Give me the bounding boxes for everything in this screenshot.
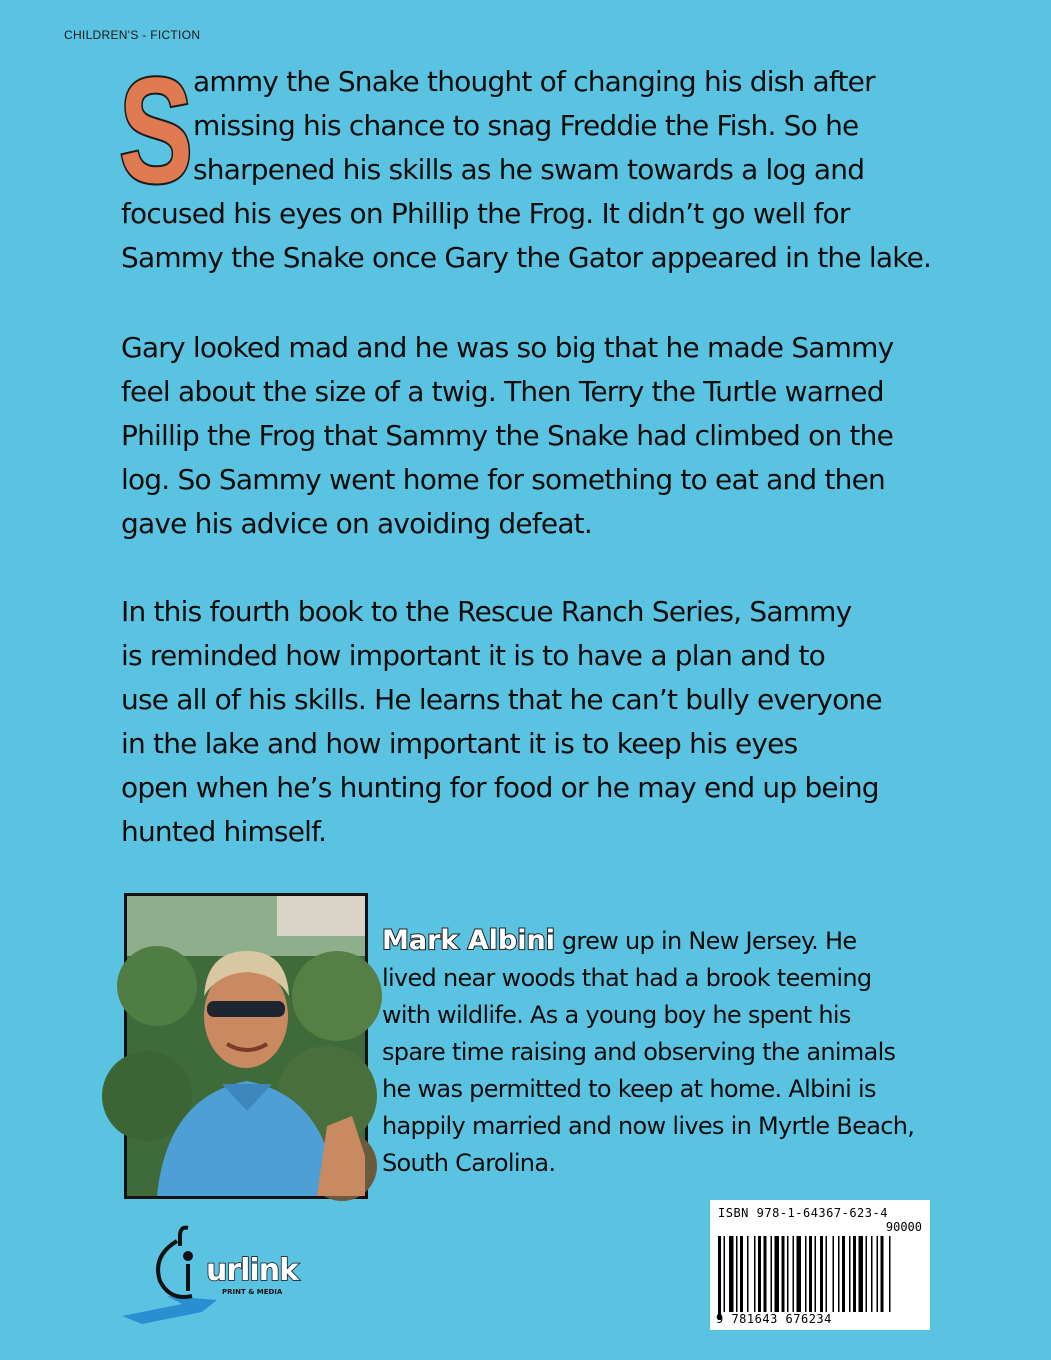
blurb-line: hunted himself.: [121, 815, 327, 848]
author-name: Mark Albini: [382, 925, 555, 956]
blurb-paragraph-1: [121, 60, 941, 280]
blurb-paragraph-2: [121, 326, 941, 546]
dropcap-text: S: [119, 46, 193, 214]
blurb-line: use all of his skills. He learns that he can’t bully everyone: [121, 683, 882, 716]
bio-line: lived near woods that had a brook teeming: [382, 964, 872, 992]
blurb-line: In this fourth book to the Rescue Ranch Series, Sammy: [121, 595, 852, 628]
blurb-line: is reminded how important it is to have a plan and to: [121, 639, 826, 672]
author-photo-frame: [124, 893, 368, 1199]
blurb-line: Gary looked mad and he was so big that he made Sammy: [121, 331, 894, 364]
bio-line: grew up in New Jersey. He: [554, 927, 857, 955]
blurb-line: focused his eyes on Phillip the Frog. It didn’t go well for: [121, 197, 850, 230]
blurb-paragraph-3: [121, 590, 941, 854]
author-bio: [382, 922, 942, 1182]
barcode-addon-number: 90000: [885, 1220, 922, 1234]
blurb-line: sharpened his skills as he swam towards a log and: [193, 153, 865, 186]
bio-line: happily married and now lives in Myrtle Beach,: [382, 1112, 915, 1140]
blurb-line: Phillip the Frog that Sammy the Snake had climbed on the: [121, 419, 894, 452]
barcode-bars: [718, 1236, 922, 1320]
author-photo: [127, 896, 365, 1196]
blurb-line: ammy the Snake thought of changing his dish after: [193, 65, 875, 98]
blurb-line: log. So Sammy went home for something to eat and then: [121, 463, 885, 496]
blurb-line: gave his advice on avoiding defeat.: [121, 507, 592, 540]
bio-line: South Carolina.: [382, 1149, 556, 1177]
blurb-line: in the lake and how important it is to keep his eyes: [121, 727, 798, 760]
barcode-digits: 9 781643 676234: [716, 1312, 832, 1326]
blurb-line: open when he’s hunting for food or he may end up being: [121, 771, 879, 804]
isbn-barcode: [710, 1200, 930, 1330]
bio-line: with wildlife. As a young boy he spent his: [382, 1001, 851, 1029]
bio-line: he was permitted to keep at home. Albini is: [382, 1075, 876, 1103]
publisher-logo-subtext: PRINT & MEDIA: [222, 1288, 283, 1296]
blurb-line: Sammy the Snake once Gary the Gator appeared in the lake.: [121, 241, 932, 274]
blurb-line: missing his chance to snag Freddie the Fish. So he: [193, 109, 859, 142]
isbn-number: ISBN 978-1-64367-623-4: [718, 1206, 888, 1220]
genre-label: CHILDREN'S - FICTION: [64, 28, 201, 42]
publisher-logo: [122, 1216, 322, 1326]
publisher-logo-text: urlink: [206, 1253, 299, 1288]
blurb-line: feel about the size of a twig. Then Terry the Turtle warned: [121, 375, 884, 408]
bio-line: spare time raising and observing the animals: [382, 1038, 896, 1066]
